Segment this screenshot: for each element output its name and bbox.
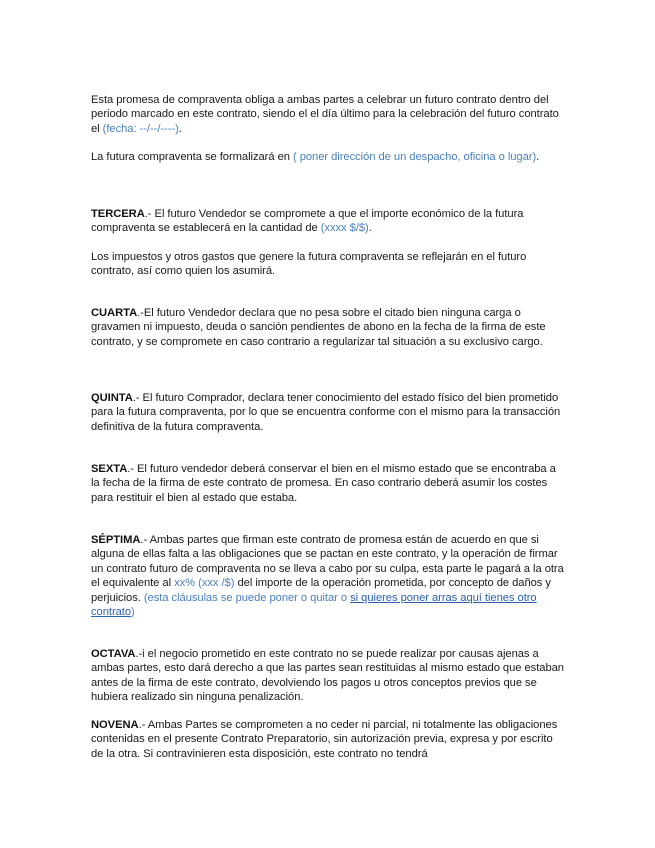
percentage-placeholder: xx%: [174, 577, 196, 590]
clause-label: OCTAVA: [91, 648, 136, 660]
paragraph-end: .: [536, 151, 540, 163]
clause-text: .- El futuro Comprador, declara tener conocimiento del estado físico del bien prometido para la futura compraventa, por lo que se encuentra conforme con el mismo para la transacción definitiva de la futura compraventa.: [91, 392, 561, 433]
clause-septima: [91, 533, 567, 619]
clause-text: .- El futuro vendedor deberá conservar el bien en el mismo estado que se encontraba a la fecha de la firma de este contrato de promesa. En caso contrario deberá asumir los costes para restituir el bien al estado que estaba.: [91, 463, 556, 504]
address-placeholder: ( poner dirección de un despacho, oficina o lugar): [292, 151, 537, 163]
paragraph-end: .: [368, 222, 372, 235]
clause-text: del importe de la operación prometida, por concepto de daños y perjuicios.: [91, 577, 551, 604]
optional-clause-note: (esta cláusulas se puede poner o quitar o: [143, 591, 351, 604]
paragraph-impuestos: [91, 250, 567, 279]
clause-text: .- Ambas Partes se comprometen a no ceder ni parcial, ni totalmente las obligaciones contenidas en el presente Contrato Preparatorio, sin autorización previa, expresa y por escrito de la otra. Si contravinieren esta disposición, este contrato no tendrá: [91, 719, 558, 760]
paragraph-text: Los impuestos y otros gastos que genere la futura compraventa se reflejarán en el futuro contrato, así como quien los asumirá.: [91, 251, 527, 278]
optional-clause-note-end: ): [131, 606, 135, 619]
clause-label: SÉPTIMA: [91, 534, 141, 546]
clause-text: .- El futuro Vendedor se compromete a que el importe económico de la futura compraventa se establecerá en la cantidad de: [91, 208, 524, 235]
paragraph-end: .: [178, 122, 182, 135]
paragraph-plazo: [91, 93, 567, 136]
clause-quinta: [91, 391, 567, 434]
amount-placeholder: (xxx /$): [198, 577, 235, 590]
clause-label: QUINTA: [91, 392, 133, 404]
clause-text: .-i el negocio prometido en este contrato no se puede realizar por causas ajenas a ambas partes, esto dará derecho a que las partes sean restituidas al mismo estado que estaban antes de la firma de este contrato, devolviendo los pagos u otros conceptos previos que se hubiera realizado sin ninguna penalización.: [91, 648, 564, 704]
clause-novena: [91, 718, 567, 761]
clause-label: CUARTA: [91, 307, 138, 319]
paragraph-text: Esta promesa de compraventa obliga a ambas partes a celebrar un futuro contrato dentro del periodo marcado en este contrato, siendo el el día último para la celebración del futuro contrato el: [91, 94, 559, 135]
clause-octava: [91, 647, 567, 705]
paragraph-lugar: [91, 150, 567, 164]
clause-text: .-El futuro Vendedor declara que no pesa sobre el citado bien ninguna carga o gravamen ni impuesto, deuda o sanción pendientes de abono en la fecha de la firma de este contrato, y se compromete en caso contrario a regularizar tal situación a su exclusivo cargo.: [91, 307, 546, 348]
paragraph-text: La futura compraventa se formalizará en: [91, 151, 293, 163]
arras-contract-link[interactable]: si quieres poner arras aquí tienes otro contrato: [91, 591, 537, 619]
clause-label: NOVENA: [91, 719, 139, 731]
clause-text: .- Ambas partes que firman este contrato de promesa están de acuerdo en que si alguna de ellas falta a las obligaciones que se pactan en este contrato, y la operación de firmar un contrato futuro de compraventa no se lleva a cabo por su culpa, esta parte le pagará a la otra el equivalente al: [91, 534, 564, 590]
clause-tercera: [91, 207, 567, 236]
clause-sexta: [91, 462, 567, 505]
clause-cuarta: [91, 306, 567, 349]
clause-label: SEXTA: [91, 463, 128, 475]
date-placeholder: (fecha: --/--/----): [102, 122, 179, 135]
clause-label: TERCERA: [91, 208, 145, 220]
amount-placeholder: (xxxx $/$): [320, 222, 369, 235]
